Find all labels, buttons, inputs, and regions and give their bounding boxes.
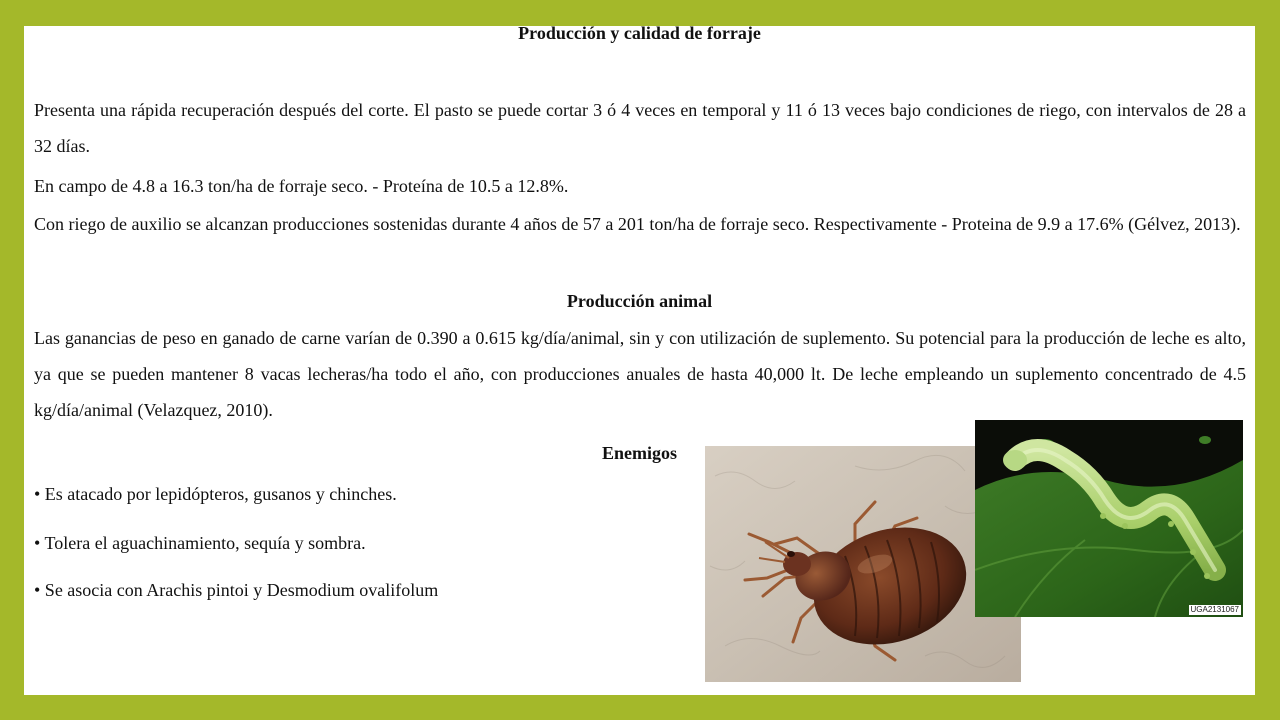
slide-content bbox=[24, 26, 1255, 695]
bedbug-image bbox=[705, 446, 1021, 682]
paragraph-recuperacion: Presenta una rápida recuperación después del corte. El pasto se puede cortar 3 ó 4 veces en temporal y 11 ó 13 veces bajo condiciones de riego, con intervalos de 28 a 32 días. bbox=[34, 100, 1246, 156]
photo-credit-label: UGA2131067 bbox=[1190, 605, 1239, 614]
caterpillar-image bbox=[975, 420, 1243, 617]
bullet-lepidopteros: • Es atacado por lepidópteros, gusanos y chinches. bbox=[34, 484, 397, 504]
bullet-asociacion: • Se asocia con Arachis pintoi y Desmodium ovalifolum bbox=[34, 580, 439, 600]
heading-produccion-animal: Producción animal bbox=[566, 291, 713, 311]
paragraph-ganancias: Las ganancias de peso en ganado de carne varían de 0.390 a 0.615 kg/día/animal, sin y con utilización de suplemento. Su potencial para la producción de leche es alto, ya que se pueden mantener 8 vacas lecheras/ha todo el año, con producciones anuales de hasta 40,000 lt. De leche empleando un suplemento concentrado de 4.5 kg/día/animal (Velazquez, 2010). bbox=[34, 328, 1246, 420]
bullet-aguachinamiento: • Tolera el aguachinamiento, sequía y sombra. bbox=[34, 533, 366, 553]
heading-forraje: Producción y calidad de forraje bbox=[518, 26, 761, 43]
bedbug-photo bbox=[705, 446, 1021, 682]
heading-enemigos: Enemigos bbox=[601, 443, 677, 463]
paragraph-campo: En campo de 4.8 a 16.3 ton/ha de forraje seco. - Proteína de 10.5 a 12.8%. bbox=[34, 176, 569, 196]
caterpillar-photo bbox=[975, 420, 1243, 617]
paragraph-riego: Con riego de auxilio se alcanzan producciones sostenidas durante 4 años de 57 a 201 ton/ha de forraje seco. Respectivamente - Proteina de 9.9 a 17.6% (Gélvez, 2013). bbox=[34, 214, 1241, 234]
